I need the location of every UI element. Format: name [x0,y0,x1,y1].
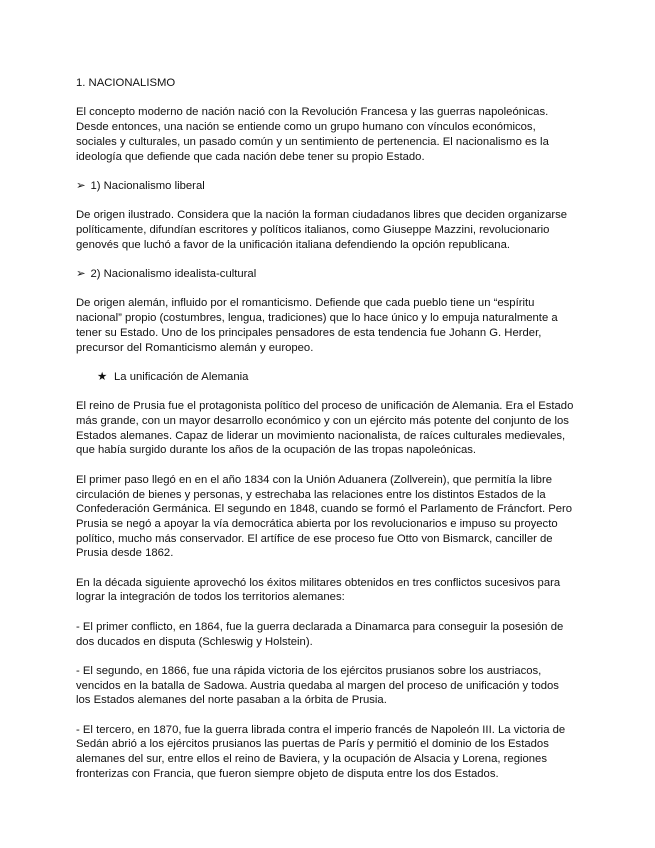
section-heading-idealista-label: 2) Nacionalismo idealista-cultural [90,268,257,281]
unificacion-paragraph-2: El primer paso llegó en en el año 1834 con la Unión Aduanera (Zollverein), que permitía la libre circulación de bienes y personas, y estrechaba las relaciones entre los distintos Estados de la Confederación Germánica. El segundo en 1848, cuando se formó el Parlamento de Fráncfort. Pero Prusia se negó a apoyar la vía democrática abierta por los revolucionarios e impuso su proyecto político, mucho más conservador. El artífice de ese proceso fue Otto von Bismarck, canciller de Prusia desde 1862. [76,473,573,560]
section-heading-liberal [76,179,576,194]
unificacion-paragraph-3: En la década siguiente aprovechó los éxitos militares obtenidos en tres conflictos sucesivos para lograr la integración de todos los territorios alemanes: [76,576,561,604]
star-bullet-icon: ★ [97,370,108,383]
intro-paragraph: El concepto moderno de nación nació con la Revolución Francesa y las guerras napoleónicas. Desde entonces, una nación se entiende como un grupo humano con vínculos económicos, sociales y culturales, un pasado común y un sentimiento de pertenencia. El nacionalismo es la ideología que defiende que cada nación debe tener su propio Estado. [76,106,549,163]
conflict-item-1: - El primer conflicto, en 1864, fue la guerra declarada a Dinamarca para conseguir la posesión de dos ducados en disputa (Schleswig y Holstein). [76,620,564,648]
section-heading-idealista [76,267,576,282]
unificacion-paragraph-1: El reino de Prusia fue el protagonista político del proceso de unificación de Alemania. Era el Estado más grande, con un mayor desarrollo económico y con un ejército más potente del conjunto de los Estados alemanes. Capaz de liderar un movimiento nacionalista, de raíces culturales medievales, que había surgido durante los años de la ocupación de las tropas napoleónicas. [76,400,574,457]
arrow-bullet-icon: ➢ [76,268,86,281]
section-heading-liberal-label: 1) Nacionalismo liberal [90,179,205,192]
section-heading-unificacion-label: La unificación de Alemania [114,370,249,383]
conflict-item-3: - El tercero, en 1870, fue la guerra librada contra el imperio francés de Napoleón III. La victoria de Sedán abrió a los ejércitos prusianos las puertas de París y permitió el dominio de los Estados alemanes del sur, entre ellos el reino de Baviera, y la ocupación de Alsacia y Lorena, regiones fronterizas con Francia, que fueron siempre objeto de disputa entre los dos Estados. [76,723,566,780]
section-heading-unificacion [76,370,576,385]
document-title: 1. NACIONALISMO [76,77,176,89]
idealista-paragraph: De origen alemán, influido por el romanticismo. Defiende que cada pueblo tiene un “espíritu nacional” propio (costumbres, lengua, tradiciones) que lo hace único y lo empuja naturalmente a tener su Estado. Uno de los principales pensadores de esta tendencia fue Johann G. Herder, precursor del Romanticismo alemán y europeo. [76,297,558,354]
liberal-paragraph: De origen ilustrado. Considera que la nación la forman ciudadanos libres que deciden organizarse políticamente, difundían escritores y políticos italianos, como Giuseppe Mazzini, revolucionario genovés que luchó a favor de la unificación italiana defendiendo la opción republicana. [76,209,568,251]
document-page [76,76,576,796]
arrow-bullet-icon: ➢ [76,179,86,192]
conflict-item-2: - El segundo, en 1866, fue una rápida victoria de los ejércitos prusianos sobre los austriacos, vencidos en la batalla de Sadowa. Austria quedaba al margen del proceso de unificación y todos los Estados alemanes del norte pasaban a la órbita de Prusia. [76,664,559,707]
